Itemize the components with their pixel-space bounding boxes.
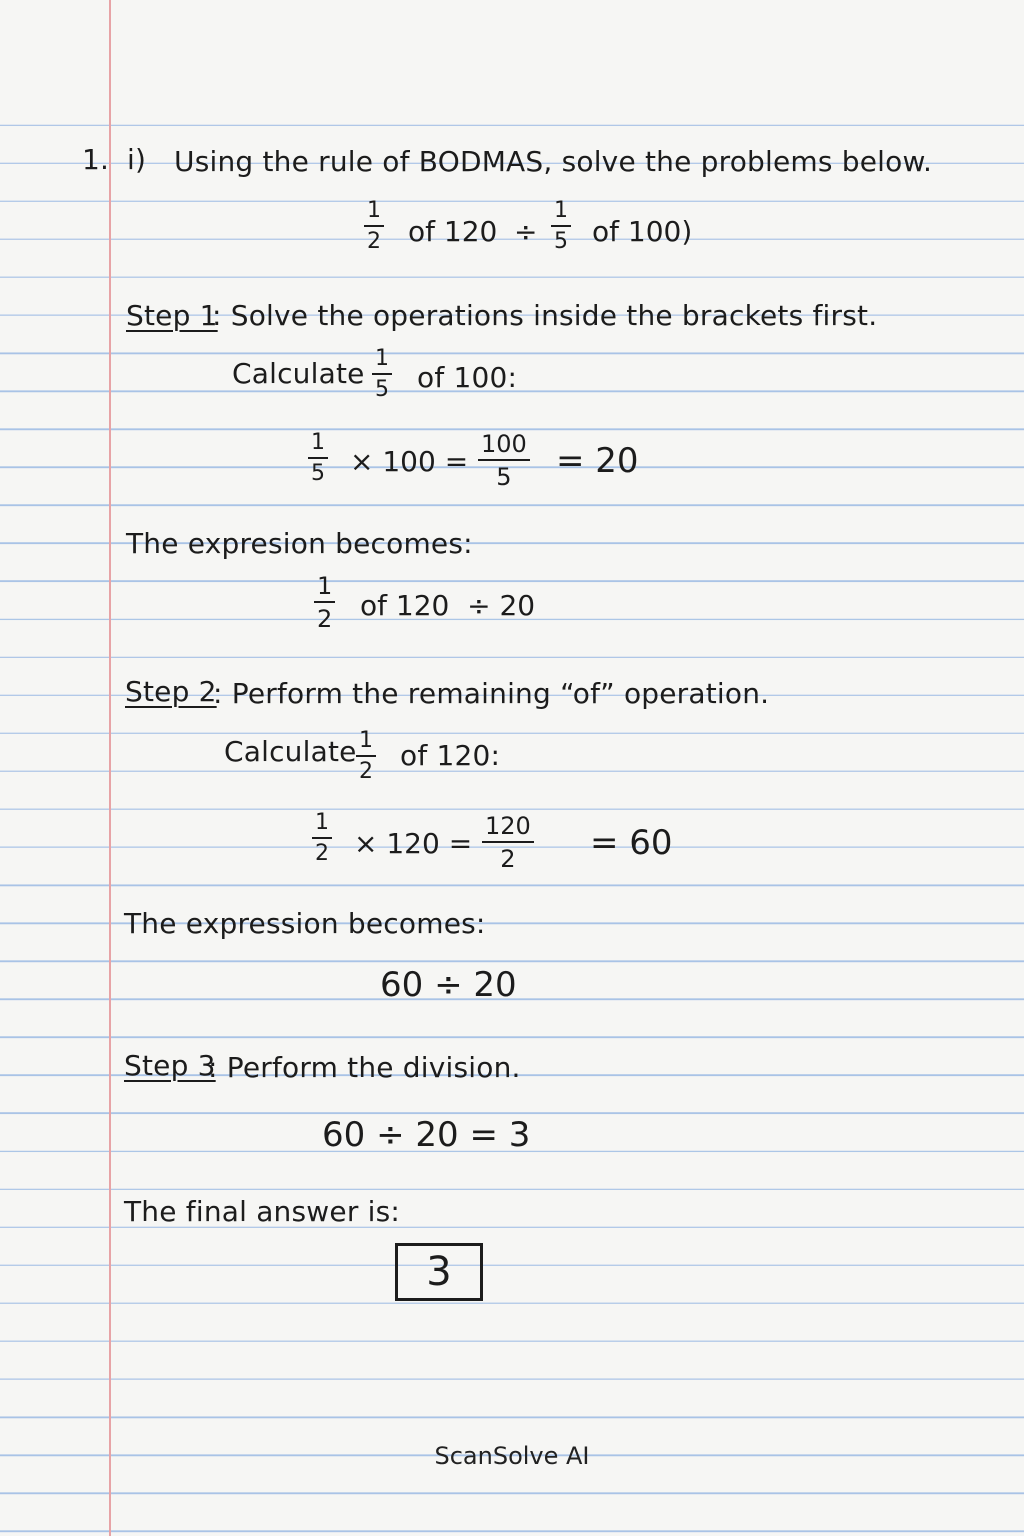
fraction-numerator: 1 xyxy=(551,200,571,227)
footer-brand: ScanSolve AI xyxy=(434,1442,590,1470)
step1-equation-result: = 20 xyxy=(556,441,639,481)
step1-expression-fraction xyxy=(314,574,335,631)
question-part: i) xyxy=(127,143,147,176)
step1-expression-rest: of 120 ÷ 20 xyxy=(360,589,536,622)
fraction-denominator: 2 xyxy=(315,841,329,866)
step2-equation-fraction-two xyxy=(482,814,534,871)
fraction-numerator: 100 xyxy=(478,432,530,461)
step2-equation-fraction xyxy=(312,812,332,865)
step2-equation-middle: × 120 = xyxy=(354,827,473,860)
fraction-denominator: 5 xyxy=(554,229,568,254)
fraction-denominator: 5 xyxy=(375,377,389,402)
step1-text: : Solve the operations inside the brackets first. xyxy=(212,299,878,332)
step2-expression: 60 ÷ 20 xyxy=(380,965,517,1005)
question-fraction-one-half xyxy=(364,200,384,253)
step3-text: : Perform the division. xyxy=(208,1051,521,1084)
question-term-two: of 100) xyxy=(592,215,693,248)
step2-becomes: The expression becomes: xyxy=(124,907,486,940)
fraction-denominator: 5 xyxy=(311,461,325,486)
fraction-denominator: 5 xyxy=(496,463,512,491)
step2-calc-fraction xyxy=(356,730,376,783)
step3-expression: 60 ÷ 20 = 3 xyxy=(322,1115,531,1155)
step2-text: : Perform the remaining “of” operation. xyxy=(213,677,770,710)
fraction-numerator: 1 xyxy=(356,730,376,757)
final-answer-label: The final answer is: xyxy=(124,1195,401,1228)
fraction-numerator: 1 xyxy=(372,348,392,375)
final-answer-box xyxy=(395,1243,483,1301)
fraction-numerator: 120 xyxy=(482,814,534,843)
fraction-numerator: 1 xyxy=(364,200,384,227)
step1-calc-prefix: Calculate xyxy=(232,357,365,390)
question-operator: ÷ xyxy=(514,215,538,248)
step3-label: Step 3 xyxy=(124,1049,216,1082)
step1-label: Step 1 xyxy=(126,299,218,332)
question-prompt: Using the rule of BODMAS, solve the problems below. xyxy=(174,145,933,178)
step1-equation-middle: × 100 = xyxy=(350,445,469,478)
fraction-numerator: 1 xyxy=(308,432,328,459)
final-answer-value: 3 xyxy=(426,1249,452,1295)
step1-becomes: The expresion becomes: xyxy=(126,527,473,560)
fraction-denominator: 2 xyxy=(500,845,516,873)
step1-calc-fraction xyxy=(372,348,392,401)
step2-equation-result: = 60 xyxy=(590,823,673,863)
fraction-numerator: 1 xyxy=(314,574,335,603)
step1-calc-suffix: of 100: xyxy=(417,361,518,394)
fraction-numerator: 1 xyxy=(312,812,332,839)
margin-line xyxy=(109,0,111,1536)
step1-equation-fraction-two xyxy=(478,432,530,489)
fraction-denominator: 2 xyxy=(367,229,381,254)
question-number: 1. xyxy=(82,143,110,176)
question-term-one: of 120 xyxy=(408,215,498,248)
question-fraction-one-fifth xyxy=(551,200,571,253)
step2-calc-prefix: Calculate xyxy=(224,735,357,768)
fraction-denominator: 2 xyxy=(317,605,333,633)
fraction-denominator: 2 xyxy=(359,759,373,784)
step2-calc-suffix: of 120: xyxy=(400,739,501,772)
step2-label: Step 2 xyxy=(125,675,217,708)
step1-equation-fraction xyxy=(308,432,328,485)
